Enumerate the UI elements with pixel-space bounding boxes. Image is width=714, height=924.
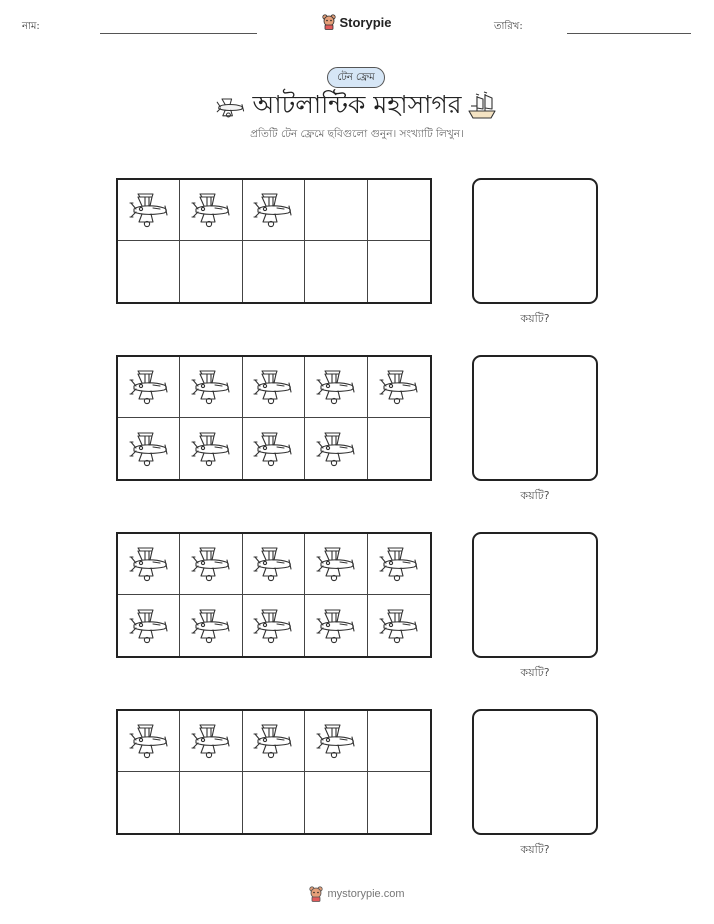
ten-frame — [116, 178, 432, 304]
biplane-icon — [251, 430, 295, 468]
frame-cell — [118, 180, 180, 241]
biplane-icon — [127, 722, 171, 760]
frame-cell — [180, 418, 242, 479]
instructions: প্রতিটি টেন ফ্রেমে ছবিগুলো গুনুন। সংখ্যাটি লিখুন। — [250, 128, 464, 140]
frame-cell — [243, 357, 305, 418]
frame-cell — [368, 241, 430, 302]
answer-box[interactable] — [472, 178, 598, 304]
frame-cell — [118, 418, 180, 479]
frame-cell — [118, 772, 180, 833]
biplane-icon — [189, 722, 233, 760]
frame-cell — [305, 180, 367, 241]
frame-cell — [180, 180, 242, 241]
frame-cell — [305, 357, 367, 418]
biplane-icon — [189, 368, 233, 406]
frame-cell — [243, 711, 305, 772]
frame-cell — [305, 595, 367, 656]
ten-frame-badge: টেন ফ্রেম — [327, 67, 385, 88]
ship-icon — [466, 90, 498, 122]
frame-cell — [305, 534, 367, 595]
answer-box[interactable] — [472, 355, 598, 481]
frame-cell — [368, 357, 430, 418]
bear-mascot-icon — [322, 14, 336, 30]
frame-cell — [118, 711, 180, 772]
frame-cell — [368, 711, 430, 772]
frame-cell — [180, 772, 242, 833]
frame-cell — [305, 241, 367, 302]
frame-cell — [305, 418, 367, 479]
date-label: তারিখ: — [494, 21, 523, 32]
ten-frame — [116, 532, 432, 658]
date-line[interactable] — [567, 33, 691, 34]
biplane-icon — [251, 545, 295, 583]
answer-question: কয়টি? — [520, 312, 550, 325]
biplane-icon — [127, 607, 171, 645]
page-title: আটলান্টিক মহাসাগর — [252, 90, 462, 119]
bear-mascot-icon — [309, 886, 323, 902]
biplane-icon — [251, 191, 295, 229]
biplane-icon — [189, 607, 233, 645]
footer — [0, 886, 714, 906]
frame-cell — [368, 534, 430, 595]
biplane-icon — [127, 545, 171, 583]
biplane-icon — [189, 191, 233, 229]
frame-cell — [118, 595, 180, 656]
answer-box[interactable] — [472, 532, 598, 658]
biplane-icon — [127, 430, 171, 468]
frame-cell — [368, 595, 430, 656]
frame-cell — [243, 595, 305, 656]
biplane-icon — [314, 545, 358, 583]
frame-cell — [368, 772, 430, 833]
frame-cell — [180, 534, 242, 595]
answer-question: কয়টি? — [520, 489, 550, 502]
frame-cell — [243, 772, 305, 833]
biplane-icon — [314, 722, 358, 760]
frame-cell — [243, 534, 305, 595]
biplane-icon — [127, 191, 171, 229]
answer-box[interactable] — [472, 709, 598, 835]
biplane-icon — [189, 545, 233, 583]
brand-name: Storypie — [339, 14, 392, 30]
frame-cell — [243, 180, 305, 241]
frame-cell — [180, 595, 242, 656]
frame-cell — [368, 418, 430, 479]
frame-cell — [368, 180, 430, 241]
footer-url[interactable]: mystorypie.com — [327, 888, 405, 900]
biplane-icon — [314, 430, 358, 468]
biplane-icon — [251, 607, 295, 645]
ten-frame — [116, 709, 432, 835]
frame-cell — [243, 418, 305, 479]
frame-cell — [305, 772, 367, 833]
biplane-icon — [314, 368, 358, 406]
biplane-icon — [189, 430, 233, 468]
frame-cell — [118, 534, 180, 595]
biplane-icon — [314, 607, 358, 645]
biplane-icon — [251, 722, 295, 760]
ten-frame — [116, 355, 432, 481]
frame-cell — [118, 241, 180, 302]
frame-cell — [180, 357, 242, 418]
brand-logo — [0, 14, 714, 34]
frame-cell — [118, 357, 180, 418]
frame-cell — [305, 711, 367, 772]
biplane-icon — [251, 368, 295, 406]
biplane-icon — [377, 545, 421, 583]
answer-question: কয়টি? — [520, 666, 550, 679]
biplane-icon — [377, 607, 421, 645]
answer-question: কয়টি? — [520, 843, 550, 856]
biplane-icon — [377, 368, 421, 406]
name-label: নাম: — [22, 21, 40, 32]
frame-cell — [243, 241, 305, 302]
biplane-icon — [127, 368, 171, 406]
frame-cell — [180, 711, 242, 772]
frame-cell — [180, 241, 242, 302]
